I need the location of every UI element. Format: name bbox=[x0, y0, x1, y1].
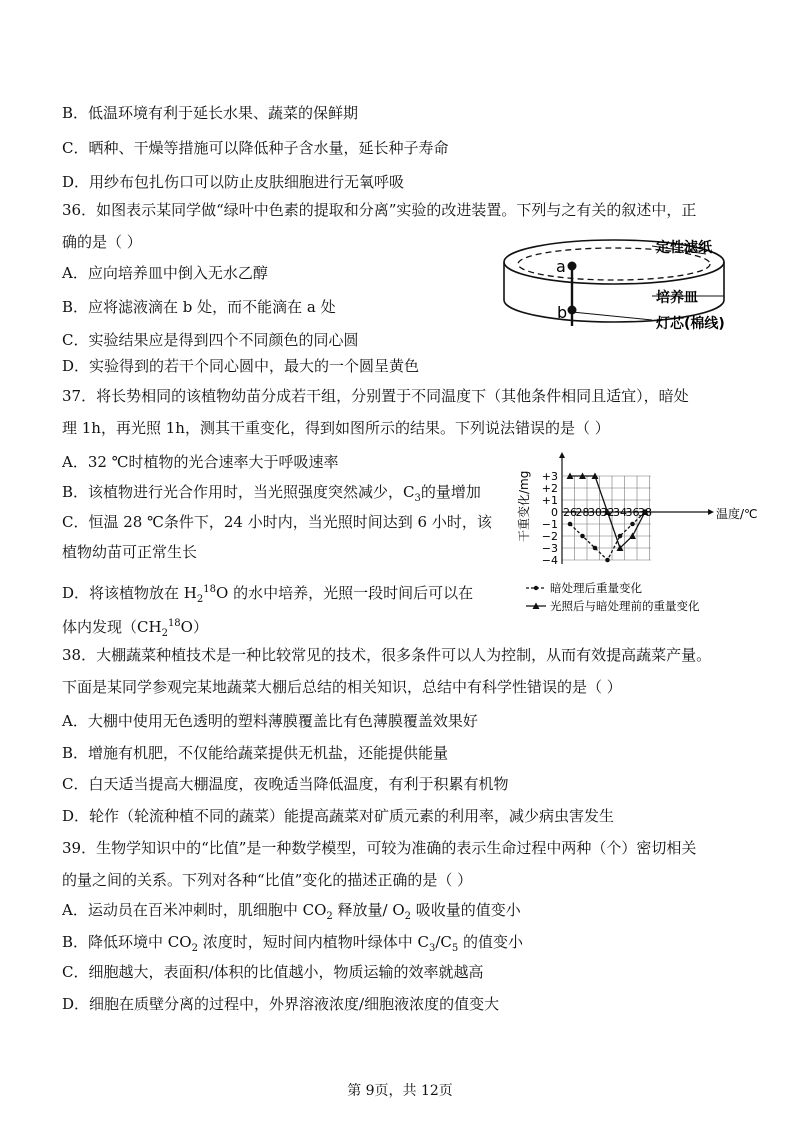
dark-point bbox=[618, 534, 623, 539]
label-culture-dish: 培养皿 bbox=[656, 290, 698, 306]
y-tick-label: −2 bbox=[541, 530, 558, 543]
x-tick-label: 38 bbox=[638, 506, 652, 519]
x-axis-title: 温度/℃ bbox=[716, 507, 758, 521]
q37-option-b: B．该植物进行光合作用时，当光照强度突然减少，$C_3$的量增加 bbox=[62, 483, 481, 504]
dark-point bbox=[568, 522, 573, 527]
q37-option-a: A．32 ℃时植物的光合速率大于呼吸速率 bbox=[62, 453, 339, 471]
legend-label: 暗处理后重量变化 bbox=[550, 581, 642, 595]
label-wick: 灯芯(棉线) bbox=[656, 316, 725, 332]
y-tick-label: 0 bbox=[551, 506, 558, 519]
q36-stem-line1: 36．如图表示某同学做“绿叶中色素的提取和分离”实验的改进装置。下列与之有关的叙述中，正 bbox=[62, 201, 697, 219]
q37-stem-line2: 理 1h，再光照 1h，测其干重变化，得到如图所示的结果。下列说法错误的是（ ） bbox=[62, 419, 610, 437]
y-tick-label: +1 bbox=[541, 494, 558, 507]
q36-option-d: D．实验得到的若干个同心圆中，最大的一个圆呈黄色 bbox=[62, 357, 420, 375]
q37-option-c-line2: 植物幼苗可正常生长 bbox=[62, 543, 198, 561]
point-b-label: b bbox=[557, 303, 568, 322]
q35-option-b: B．低温环境有利于延长水果、蔬菜的保鲜期 bbox=[62, 104, 359, 122]
q39-option-a: A．运动员在百米冲刺时，肌细胞中 $CO_2$ 释放量/ $O_2$ 吸收量的值变小 bbox=[62, 901, 521, 922]
q39-option-b: B．降低环境中 $CO_2$ 浓度时，短时间内植物叶绿体中 $C_3/C_5$ 的值变小 bbox=[62, 933, 524, 954]
q39-stem-line2: 的量之间的关系。下列对各种“比值”变化的描述正确的是（ ） bbox=[62, 871, 473, 889]
culture-dish-figure bbox=[492, 232, 752, 342]
q36-option-c: C．实验结果应是得到四个不同颜色的同心圆 bbox=[62, 331, 359, 349]
point-a-dot bbox=[568, 262, 577, 271]
x-tick-label: 34 bbox=[613, 506, 627, 519]
q37-option-d-line2: 体内发现$(CH_2^{18}O)$ bbox=[62, 618, 208, 639]
x-tick-label: 36 bbox=[625, 506, 640, 519]
dark-point bbox=[605, 558, 610, 563]
point-a-label: a bbox=[556, 257, 566, 276]
q36-stem-line2: 确的是（ ） bbox=[62, 233, 142, 251]
y-tick-label: −1 bbox=[541, 518, 558, 531]
q38-stem-line2: 下面是某同学参观完某地蔬菜大棚后总结的相关知识，总结中有科学性错误的是（ ） bbox=[62, 678, 622, 696]
x-axis-arrow bbox=[708, 509, 714, 515]
q35-option-c: C．晒种、干燥等措施可以降低种子含水量，延长种子寿命 bbox=[62, 139, 449, 157]
q36-option-a: A．应向培养皿中倒入无水乙醇 bbox=[62, 264, 268, 282]
q35-option-d: D．用纱布包扎伤口可以防止皮肤细胞进行无氧呼吸 bbox=[62, 173, 405, 191]
x-tick-label: 30 bbox=[588, 506, 602, 519]
q38-option-b: B．增施有机肥，不仅能给蔬菜提供无机盐，还能提供能量 bbox=[62, 744, 449, 762]
q38-option-c: C．白天适当提高大棚温度，夜晚适当降低温度，有利于积累有机物 bbox=[62, 775, 509, 793]
q39-option-c: C．细胞越大，表面积/体积的比值越小，物质运输的效率就越高 bbox=[62, 963, 484, 981]
y-tick-label: −4 bbox=[541, 554, 558, 567]
q38-option-a: A．大棚中使用无色透明的塑料薄膜覆盖比有色薄膜覆盖效果好 bbox=[62, 712, 478, 730]
legend-marker-dot bbox=[534, 586, 538, 590]
x-tick-label: 28 bbox=[575, 506, 590, 519]
dry-weight-chart bbox=[510, 452, 758, 622]
y-tick-label: +3 bbox=[541, 470, 558, 483]
label-filter-paper: 定性滤纸 bbox=[656, 240, 712, 256]
leader-wick bbox=[572, 312, 652, 320]
dark-point bbox=[630, 522, 635, 527]
q38-stem-line1: 38．大棚蔬菜种植技术是一种比较常见的技术，很多条件可以人为控制，从而有效提高蔬菜产量。 bbox=[62, 646, 712, 664]
q37-option-d-line1: D．将该植物放在 $H_2^{18}O$ 的水中培养，光照一段时间后可以在 bbox=[62, 584, 474, 605]
x-tick-label: 32 bbox=[600, 506, 615, 519]
q39-option-d: D．细胞在质壁分离的过程中，外界溶液浓度/细胞液浓度的值变大 bbox=[62, 995, 500, 1013]
y-axis-arrow bbox=[559, 452, 565, 458]
q39-stem-line1: 39．生物学知识中的“比值”是一种数学模型，可较为准确的表示生命过程中两种（个）密切相关 bbox=[62, 839, 697, 857]
q37-stem-line1: 37．将长势相同的该植物幼苗分成若干组，分别置于不同温度下（其他条件相同且适宜），暗处 bbox=[62, 387, 689, 405]
y-tick-label: +2 bbox=[541, 482, 558, 495]
y-tick-label: −3 bbox=[541, 542, 558, 555]
q36-option-b: B．应将滤液滴在 b 处，而不能滴在 a 处 bbox=[62, 298, 336, 316]
x-tick-label: 26 bbox=[563, 506, 577, 519]
y-axis-title: 干重变化/mg bbox=[517, 470, 531, 542]
dark-point bbox=[580, 534, 585, 539]
dark-point bbox=[593, 546, 598, 551]
q38-option-d: D．轮作（轮流种植不同的蔬菜）能提高蔬菜对矿质元素的利用率，减少病虫害发生 bbox=[62, 807, 615, 825]
page-footer: 第 9页，共 12页 bbox=[347, 1083, 453, 1099]
legend-label: 光照后与暗处理前的重量变化 bbox=[550, 599, 700, 613]
point-b-dot bbox=[568, 306, 577, 315]
q37-option-c-line1: C．恒温 28 ℃条件下，24 小时内，当光照时间达到 6 小时，该 bbox=[62, 513, 492, 531]
chart-legend bbox=[526, 581, 700, 613]
